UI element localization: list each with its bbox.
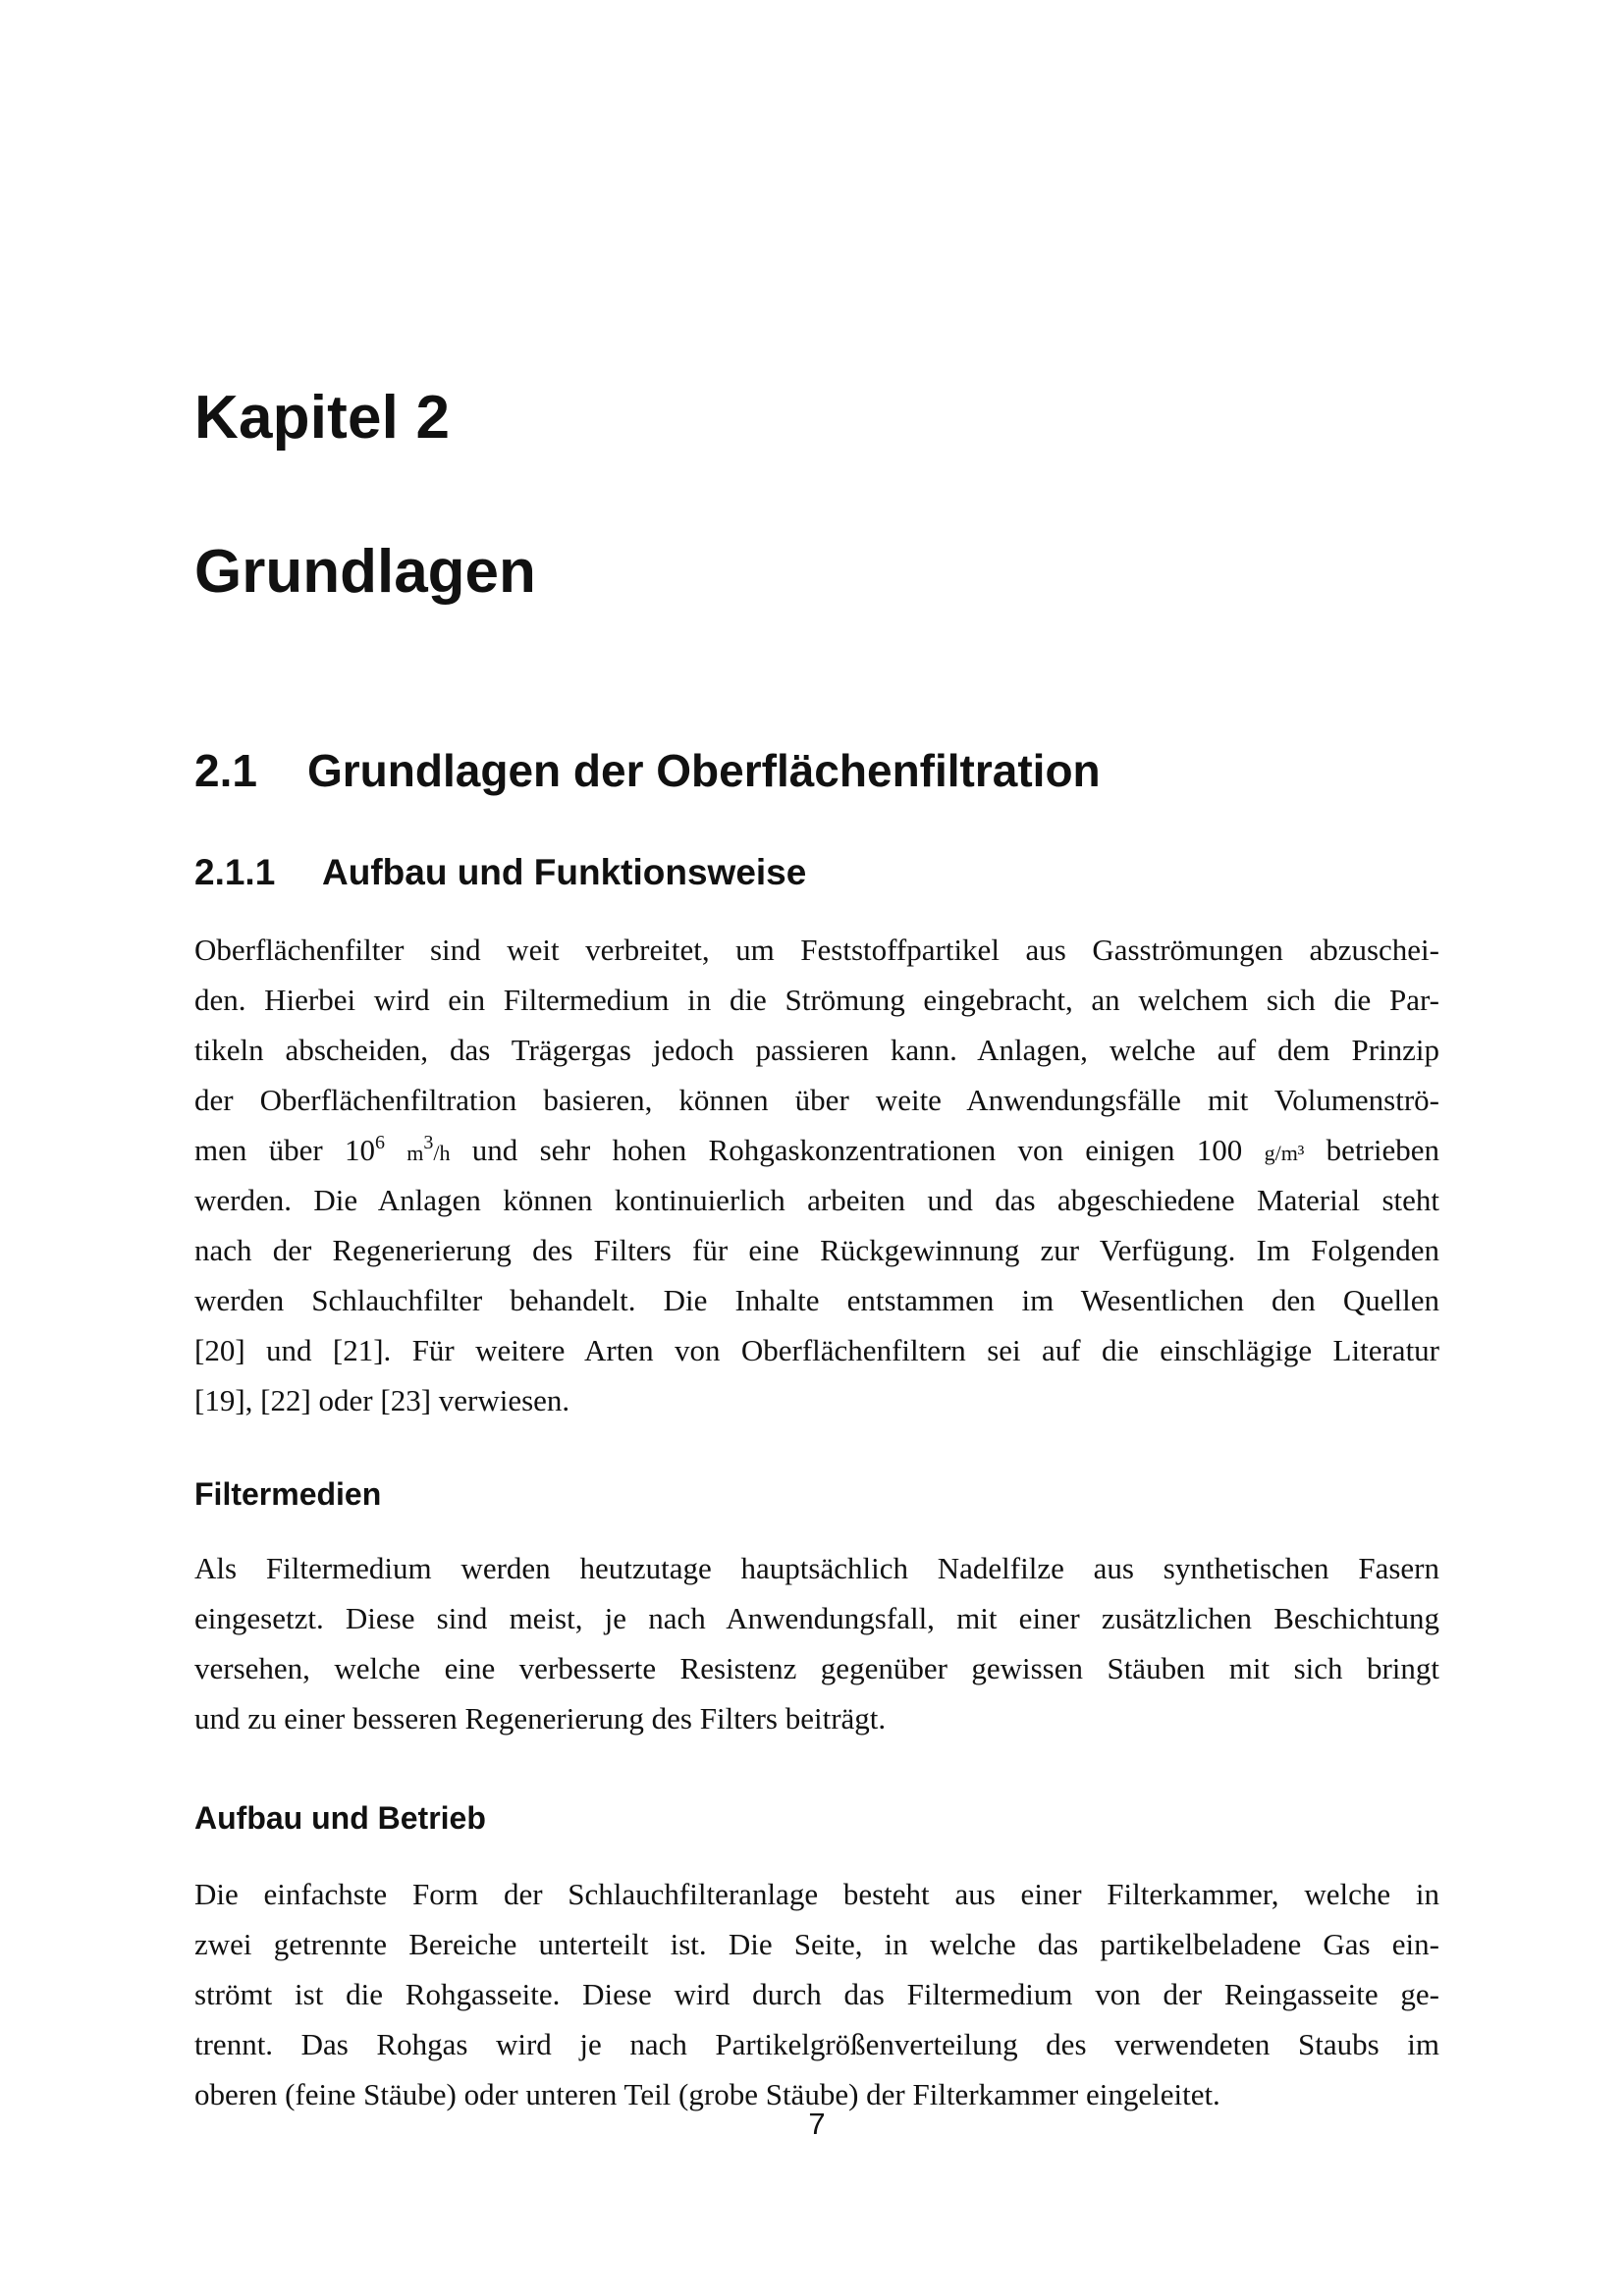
aufbau-paragraph <box>194 1869 1439 2119</box>
text-line: [20] und [21]. Für weitere Arten von Oberflächenfiltern sei auf die einschlägige Literatur <box>194 1333 1439 1367</box>
text-line: zwei getrennte Bereiche unterteilt ist. Die Seite, in welche das partikelbeladene Gas ein- <box>194 1927 1439 1961</box>
unit-volume-flow <box>406 1132 451 1165</box>
paragraph-heading-filtermedien: Filtermedien <box>194 1476 382 1512</box>
formula-text: men über 10 <box>194 1133 375 1167</box>
text-line: strömt ist die Rohgasseite. Diese wird durch das Filtermedium von der Reingasseite ge- <box>194 1977 1439 2011</box>
text-line: trennt. Das Rohgas wird je nach Partikelgrößenverteilung des verwendeten Staubs im <box>194 2027 1439 2061</box>
unit-exponent: 3 <box>423 1132 434 1153</box>
text-line: den. Hierbei wird ein Filtermedium in die Strömung eingebracht, an welchem sich die Par- <box>194 983 1439 1017</box>
unit-m: m <box>406 1141 424 1165</box>
text-line: werden. Die Anlagen können kontinuierlich arbeiten und das abgeschiedene Material steht <box>194 1183 1439 1217</box>
chapter-label: Kapitel 2 <box>194 384 451 452</box>
section-title: Grundlagen der Oberflächenfiltration <box>307 745 1101 796</box>
text-line: nach der Regenerierung des Filters für eine Rückgewinnung zur Verfügung. Im Folgenden <box>194 1233 1439 1267</box>
unit-per-hour: /h <box>433 1141 451 1165</box>
formula-text: und sehr hohen Rohgaskonzentrationen von einigen 100 <box>450 1133 1243 1167</box>
page-number: 7 <box>808 2107 826 2141</box>
text-line: und zu einer besseren Regenerierung des Filters beiträgt. <box>194 1701 887 1735</box>
text-line: [19], [22] oder [23] verwiesen. <box>194 1383 570 1417</box>
subsection-title: Aufbau und Funktionsweise <box>322 852 807 892</box>
text-line: versehen, welche eine verbesserte Resistenz gegenüber gewissen Stäuben mit sich bringt <box>194 1651 1439 1685</box>
text-line: tikeln abscheiden, das Trägergas jedoch passieren kann. Anlagen, welche auf dem Prinzip <box>194 1033 1439 1067</box>
chapter-title: Grundlagen <box>194 538 536 606</box>
text-line: Die einfachste Form der Schlauchfilteranlage besteht aus einer Filterkammer, welche in <box>194 1877 1439 1911</box>
subsection-heading <box>194 854 806 890</box>
text-line: Oberflächenfilter sind weit verbreitet, um Feststoffpartikel aus Gasströmungen abzuschei- <box>194 933 1439 967</box>
text-line: eingesetzt. Diese sind meist, je nach Anwendungsfall, mit einer zusätzlichen Beschichtung <box>194 1601 1439 1635</box>
filtermedien-paragraph <box>194 1543 1439 1743</box>
formula-text: betrieben <box>1304 1133 1440 1167</box>
text-line: Als Filtermedium werden heutzutage hauptsächlich Nadelfilze aus synthetischen Fasern <box>194 1551 1439 1585</box>
section-heading <box>194 745 1101 796</box>
section-number: 2.1 <box>194 745 257 796</box>
text-line: oberen (feine Stäube) oder unteren Teil (grobe Stäube) der Filterkammer eingeleitet. <box>194 2077 1220 2111</box>
unit-concentration: g/m³ <box>1264 1141 1305 1165</box>
exponent: 6 <box>375 1132 385 1153</box>
document-page <box>194 0 1439 2296</box>
text-line: werden Schlauchfilter behandelt. Die Inhalte entstammen im Wesentlichen den Quellen <box>194 1283 1439 1317</box>
text-line: der Oberflächenfiltration basieren, können über weite Anwendungsfälle mit Volumenströ- <box>194 1083 1439 1117</box>
intro-paragraph <box>194 925 1439 1425</box>
paragraph-heading-aufbau: Aufbau und Betrieb <box>194 1800 486 1836</box>
text-line-formula <box>194 1125 1439 1175</box>
subsection-number: 2.1.1 <box>194 852 276 892</box>
